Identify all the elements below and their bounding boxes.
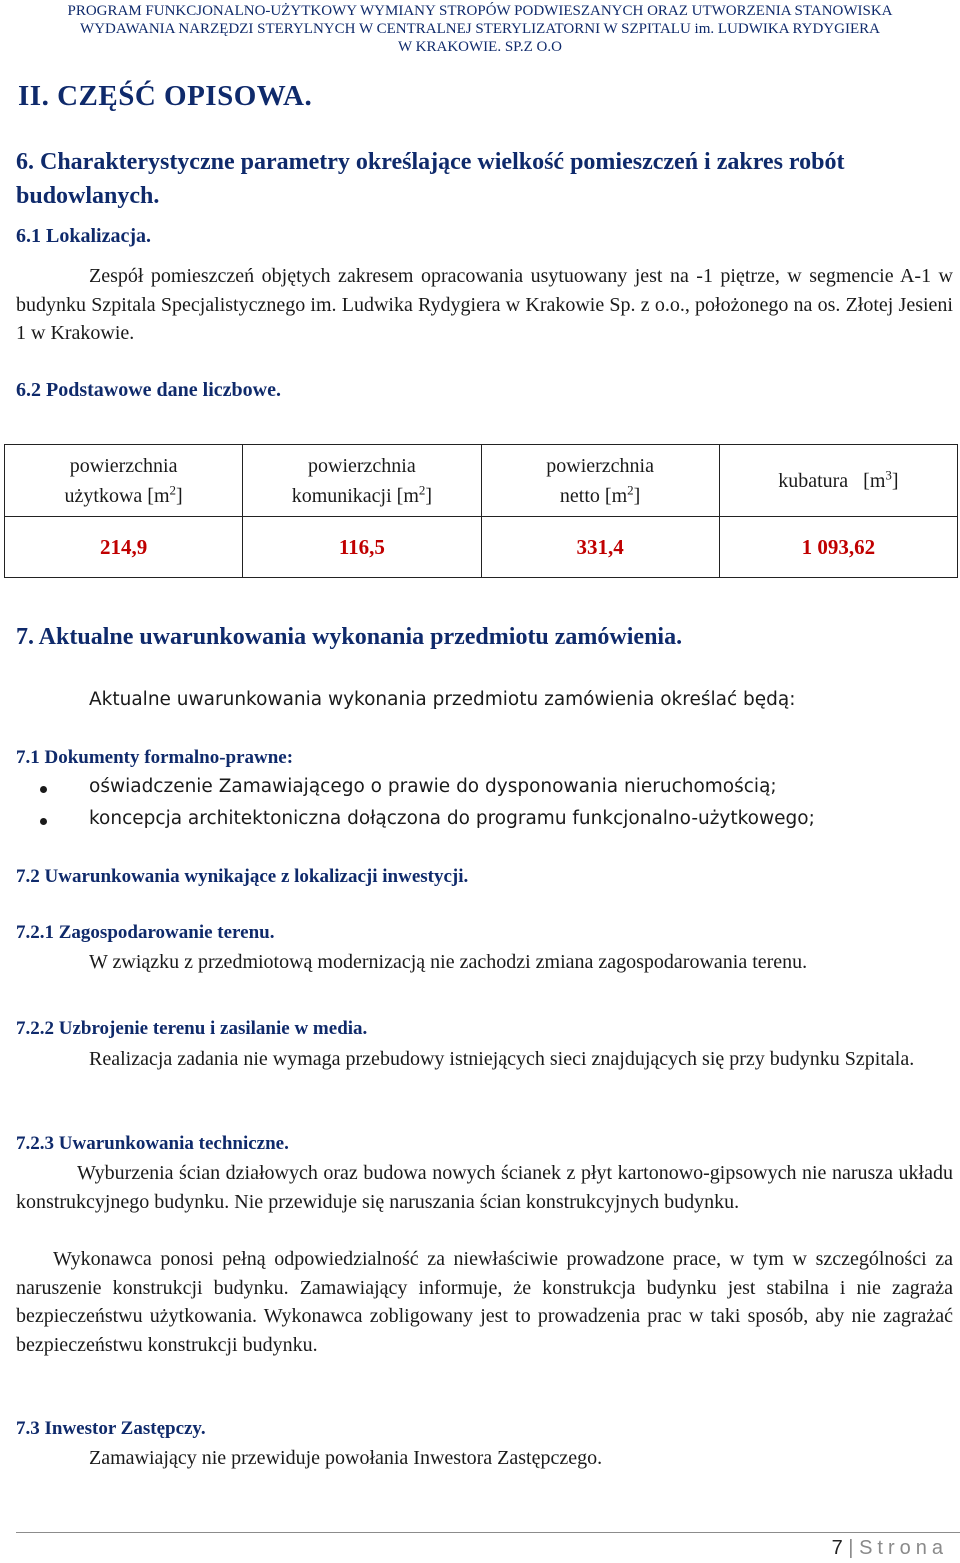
part-title: II. CZĘŚĆ OPISOWA. <box>18 80 313 112</box>
section-7-2-1-text: W związku z przedmiotową modernizacją nie zachodzi zmiana zagospodarowania terenu. <box>89 951 808 973</box>
value-usable-area: 214,9 <box>5 517 243 578</box>
value-volume: 1 093,62 <box>719 517 957 578</box>
header-cell-line: użytkowa $[m^2]$ <box>64 481 183 507</box>
page-number-footer <box>832 1537 948 1560</box>
section-6-1-text: Zespół pomieszczeń objętych zakresem opracowania usytuowany jest na -1 piętrze, w segmencie A-1 w budynku Szpitala Specjalistycznego im. Ludwika Rydygiera w Krakowie Sp. z o.o., położonego na os. Złotej Jesieni 1 w Krakowie. <box>16 265 953 344</box>
section-6-2-title: 6.2 Podstawowe dane liczbowe. <box>16 379 281 401</box>
value-communication-area: 116,5 <box>243 517 481 578</box>
section-7-3-text: Zamawiający nie przewiduje powołania Inwestora Zastępczego. <box>89 1447 603 1469</box>
section-7-3-title: 7.3 Inwestor Zastępczy. <box>16 1418 206 1439</box>
section-7-2-3-para-1: Wyburzenia ścian działowych oraz budowa nowych ścianek z płyt kartonowo-gipsowych nie narusza układu konstrukcyjnego budynku. Nie przewiduje się naruszania ścian konstrukcyjnych budynku. <box>16 1162 953 1213</box>
header-cell-line: kubatura $[m^3]$ <box>778 466 899 492</box>
list-item: koncepcja architektoniczna dołączona do programu funkcjonalno-użytkowego; <box>89 808 815 829</box>
bullet-icon <box>40 818 47 825</box>
header-cell-line: powierzchnia <box>546 454 654 477</box>
section-7-intro: Aktualne uwarunkowania wykonania przedmiotu zamówienia określać będą: <box>89 689 796 710</box>
header-line-3: W KRAKOWIE. SP.Z O.O <box>398 39 562 55</box>
bullet-icon <box>40 786 47 793</box>
table-header-row <box>5 445 958 517</box>
header-cell-line: netto $[m^2]$ <box>559 481 641 507</box>
doc-header <box>0 2 960 56</box>
value-net-area: 331,4 <box>481 517 719 578</box>
section-7-2-title: 7.2 Uwarunkowania wynikające z lokalizacji inwestycji. <box>16 866 469 887</box>
page-label: Strona <box>859 1537 948 1559</box>
header-net-area <box>481 445 719 517</box>
section-7-2-3-title: 7.2.3 Uwarunkowania techniczne. <box>16 1133 289 1154</box>
header-communication-area <box>243 445 481 517</box>
header-cell-line: powierzchnia <box>308 454 416 477</box>
header-usable-area <box>5 445 243 517</box>
list-item: oświadczenie Zamawiającego o prawie do dysponowania nieruchomością; <box>89 776 777 797</box>
section-6-title: 6. Charakterystyczne parametry określające wielkość pomieszczeń i zakres robót budowlanych. <box>16 149 845 209</box>
section-7-2-1-title: 7.2.1 Zagospodarowanie terenu. <box>16 922 275 943</box>
section-6-1-title: 6.1 Lokalizacja. <box>16 225 151 247</box>
header-volume <box>719 445 957 517</box>
page-separator: | <box>848 1537 854 1559</box>
section-7-1-title: 7.1 Dokumenty formalno-prawne: <box>16 747 294 768</box>
header-cell-line: komunikacji $[m^2]$ <box>291 481 433 507</box>
section-7-2-2-text: Realizacja zadania nie wymaga przebudowy istniejących sieci znajdujących się przy budynku Szpitala. <box>89 1048 915 1070</box>
page-number: 7 <box>831 1537 843 1559</box>
basic-data-table <box>4 444 958 578</box>
header-line-2: WYDAWANIA NARZĘDZI STERYLNYCH W CENTRALNEJ STERYLIZATORNI W SZPITALU im. LUDWIKA RYDYGIERA <box>80 21 880 37</box>
section-7-2-2-title: 7.2.2 Uzbrojenie terenu i zasilanie w media. <box>16 1018 368 1039</box>
header-line-1: PROGRAM FUNKCJONALNO-UŻYTKOWY WYMIANY STROPÓW PODWIESZANYCH ORAZ UTWORZENIA STANOWISKA <box>67 3 893 19</box>
header-cell-line: powierzchnia <box>69 454 178 477</box>
table-row <box>5 517 958 578</box>
footer-divider <box>16 1532 960 1533</box>
section-7-title: 7. Aktualne uwarunkowania wykonania przedmiotu zamówienia. <box>16 624 683 650</box>
section-7-2-3-para-2: Wykonawca ponosi pełną odpowiedzialność za niewłaściwie prowadzone prace, w tym w szczególności za naruszenie konstrukcji budynku. Zamawiający informuje, że konstrukcja budynku jest stabilna i nie zagraża bezpieczeństwu użytkowania. Wykonawca zobligowany jest to prowadzenia prac w taki sposób, aby nie zagrażać bezpieczeństwu konstrukcji budynku. <box>16 1248 953 1356</box>
